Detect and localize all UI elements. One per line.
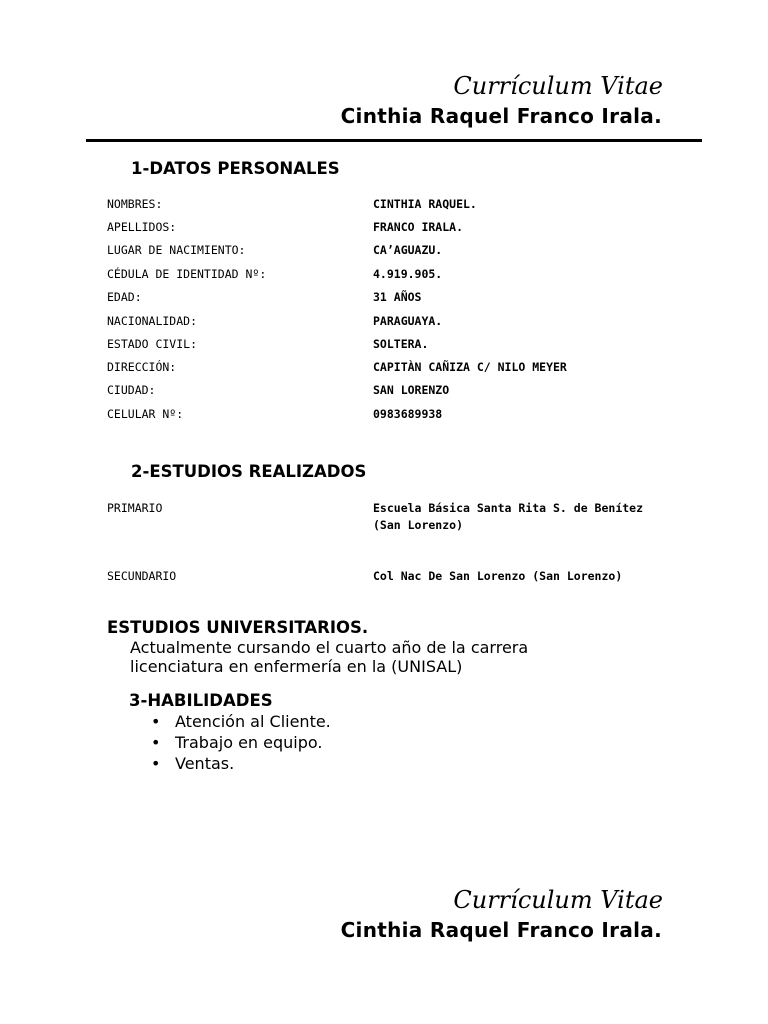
personal-value: SAN LORENZO [373, 383, 450, 397]
personal-label: CELULAR Nº: [107, 407, 184, 421]
candidate-name-repeat: Cinthia Raquel Franco Irala. [340, 918, 662, 942]
personal-value: CA’AGUAZU. [373, 243, 443, 257]
university-heading: ESTUDIOS UNIVERSITARIOS. [107, 618, 369, 637]
skill-item: • Trabajo en equipo. [130, 732, 331, 753]
primary-school: Escuela Básica Santa Rita S. de Benítez (San Lorenzo) [373, 501, 644, 532]
university-line-1: Actualmente cursando el cuarto año de la carrera [130, 638, 529, 657]
personal-label: NACIONALIDAD: [107, 314, 198, 328]
personal-label: CÉDULA DE IDENTIDAD Nº: [107, 267, 267, 281]
personal-label: LUGAR DE NACIMIENTO: [107, 243, 246, 257]
university-line-2: licenciatura en enfermería en la (UNISAL) [130, 657, 463, 676]
personal-data-heading: 1-DATOS PERSONALES [131, 159, 340, 178]
personal-label: NOMBRES: [107, 197, 163, 211]
primary-label: PRIMARIO [107, 501, 163, 515]
personal-value: FRANCO IRALA. [373, 220, 464, 234]
secondary-label: SECUNDARIO [107, 569, 177, 583]
personal-value: 4.919.905. [373, 267, 443, 281]
personal-value: CAPITÀN CAÑIZA C/ NILO MEYER [373, 360, 567, 374]
personal-label: EDAD: [107, 290, 142, 304]
personal-label: APELLIDOS: [107, 220, 177, 234]
personal-value: 0983689938 [373, 407, 443, 421]
personal-label: ESTADO CIVIL: [107, 337, 198, 351]
personal-value: 31 AÑOS [373, 290, 422, 304]
personal-value: CINTHIA RAQUEL. [373, 197, 477, 211]
secondary-school: Col Nac De San Lorenzo (San Lorenzo) [373, 569, 623, 583]
studies-heading: 2-ESTUDIOS REALIZADOS [131, 462, 367, 481]
skills-list [130, 711, 331, 774]
skill-item: • Atención al Cliente. [130, 711, 331, 732]
candidate-name: Cinthia Raquel Franco Irala. [340, 104, 662, 128]
personal-label: DIRECCIÓN: [107, 360, 177, 374]
personal-value: PARAGUAYA. [373, 314, 443, 328]
cv-title: Currículum Vitae [453, 72, 663, 100]
header-divider [86, 139, 702, 142]
personal-label: CIUDAD: [107, 383, 156, 397]
personal-value: SOLTERA. [373, 337, 429, 351]
skill-item: • Ventas. [130, 753, 331, 774]
cv-title-repeat: Currículum Vitae [453, 886, 663, 914]
skills-heading: 3-HABILIDADES [129, 691, 273, 710]
